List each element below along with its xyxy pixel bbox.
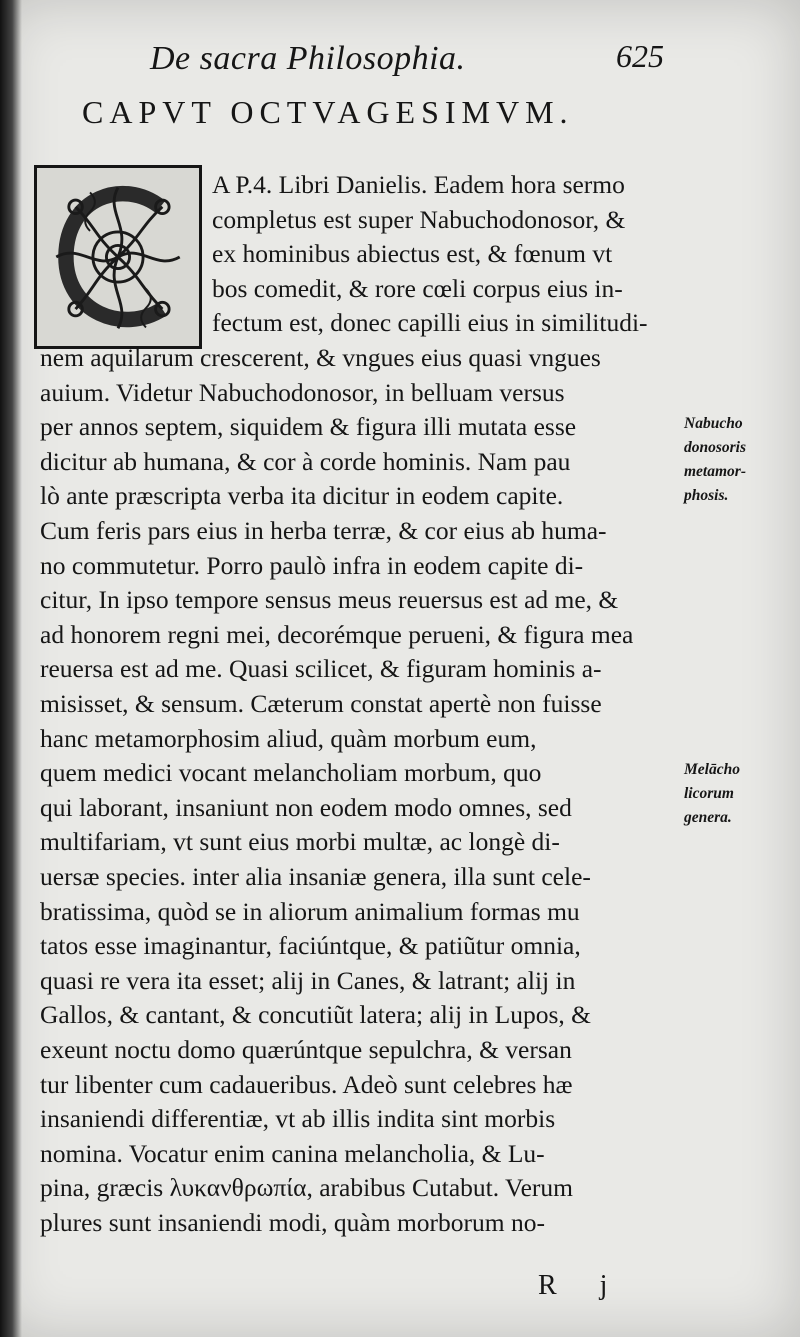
text-line: ex hominibus abiectus est, & fœnum vt xyxy=(212,239,613,269)
margin-note-metamorphosis: Nabucho donosoris metamor- phosis. xyxy=(684,415,747,504)
text-line: completus est super Nabuchodonosor, & xyxy=(212,204,626,234)
text-line: ad honorem regni mei, decorémque perueni, & figura mea xyxy=(40,619,634,649)
ornamental-initial-art xyxy=(37,168,199,346)
text-line: reuersa est ad me. Quasi scilicet, & figuram hominis a- xyxy=(40,654,602,684)
text-line: nomina. Vocatur enim canina melancholia, & Lu- xyxy=(40,1138,545,1168)
text-line: bos comedit, & rore cœli corpus eius in- xyxy=(212,273,623,303)
text-line: misisset, & sensum. Cæterum constat apertè non fuisse xyxy=(40,689,602,718)
page-gutter-shadow xyxy=(0,0,22,1337)
text-line: no commutetur. Porro paulò infra in eodem capite di- xyxy=(40,550,584,580)
text-line: uersæ species. inter alia insaniæ genera, illa sunt cele- xyxy=(40,862,591,891)
page-number: 625 xyxy=(616,38,664,74)
text-line: dicitur ab humana, & cor à corde hominis. Nam pau xyxy=(40,446,571,476)
signature-mark: R j xyxy=(538,1270,626,1301)
text-line: citur, In ipso tempore sensus meus reuersus est ad me, & xyxy=(40,585,619,615)
text-line: nem aquilarum crescerent, & vngues eius quasi vngues xyxy=(40,343,601,372)
running-head: De sacra Philosophia. xyxy=(150,40,466,77)
text-line: per annos septem, siquidem & figura illi mutata esse xyxy=(40,412,577,442)
text-line: auium. Videtur Nabuchodonosor, in belluam versus xyxy=(40,377,565,407)
text-line: multifariam, vt sunt eius morbi multæ, ac longè di- xyxy=(40,827,560,857)
text-line: tur libenter cum cadaueribus. Adeò sunt celebres hæ xyxy=(40,1069,573,1099)
text-line: quem medici vocant melancholiam morbum, quo xyxy=(40,758,542,788)
text-line: quasi re vera ita esset; alij in Canes, & latrant; alij in xyxy=(40,965,576,995)
text-line: lò ante præscripta verba ita dicitur in eodem capite. xyxy=(40,481,564,511)
text-line: fectum est, donec capilli eius in similitudi- xyxy=(212,308,648,338)
text-line: qui laborant, insaniunt non eodem modo omnes, sed xyxy=(40,792,572,822)
text-line: Cum feris pars eius in herba terræ, & cor eius ab huma- xyxy=(40,516,607,545)
text-line: exeunt noctu domo quærúntque sepulchra, & versan xyxy=(40,1035,572,1064)
margin-note-melancholy: Melācho licorum genera. xyxy=(684,761,740,826)
text-line: hanc metamorphosim aliud, quàm morbum eum, xyxy=(40,723,537,753)
text-line: pina, græcis λυκανθρωπία, arabibus Cutabut. Verum xyxy=(40,1173,573,1203)
text-line: A P.4. Libri Danielis. Eadem hora sermo xyxy=(212,170,625,199)
text-line: plures sunt insaniendi modi, quàm morborum no- xyxy=(40,1208,545,1237)
text-line: insaniendi differentiæ, vt ab illis indita sint morbis xyxy=(40,1104,556,1134)
ornamental-initial-c xyxy=(34,165,202,349)
chapter-title: CAPVT OCTVAGESIMVM. xyxy=(82,94,574,130)
text-line: tatos esse imaginantur, faciúntque, & patiũtur omnia, xyxy=(40,931,581,961)
text-line: bratissima, quòd se in aliorum animalium formas mu xyxy=(40,896,580,926)
text-line: Gallos, & cantant, & concutiũt latera; alij in Lupos, & xyxy=(40,1000,591,1030)
